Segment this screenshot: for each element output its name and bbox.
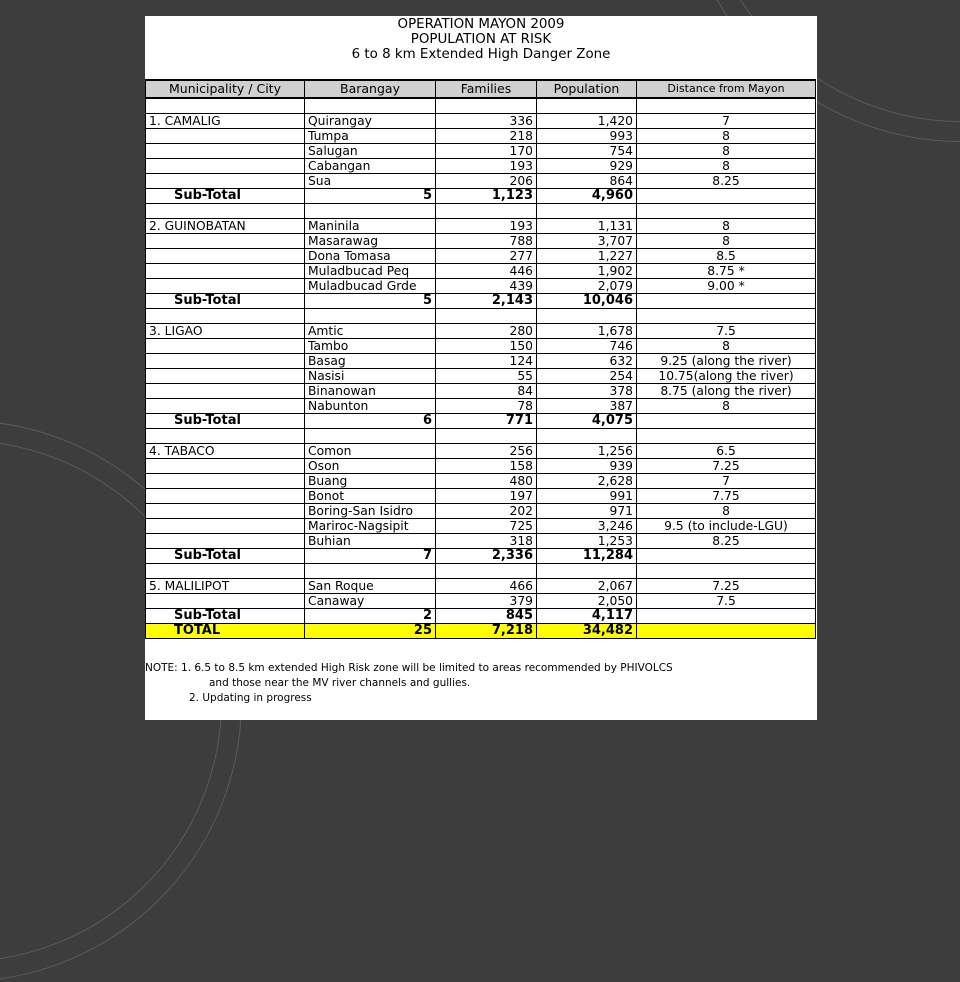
table-row bbox=[146, 159, 816, 174]
subtotal-label: Sub-Total bbox=[146, 609, 305, 624]
table-row bbox=[146, 174, 816, 189]
slide bbox=[145, 16, 817, 720]
table-row bbox=[146, 489, 816, 504]
header-municipality: Municipality / City bbox=[146, 80, 305, 98]
table-row bbox=[146, 219, 816, 234]
population-cell: 387 bbox=[537, 399, 637, 414]
municipality-name: 3. LIGAO bbox=[146, 324, 305, 339]
empty-cell bbox=[436, 309, 537, 324]
population-cell: 3,707 bbox=[537, 234, 637, 249]
subtotal-barangays: 6 bbox=[305, 414, 436, 429]
table-row bbox=[146, 114, 816, 129]
empty-cell bbox=[637, 309, 816, 324]
empty-cell bbox=[637, 609, 816, 624]
table-row bbox=[146, 519, 816, 534]
subtotal-families: 845 bbox=[436, 609, 537, 624]
barangay-cell: Muladbucad Grde bbox=[305, 279, 436, 294]
total-label: TOTAL bbox=[146, 624, 305, 639]
table-row bbox=[146, 144, 816, 159]
population-cell: 993 bbox=[537, 129, 637, 144]
notes bbox=[145, 661, 673, 706]
subtotal-population: 11,284 bbox=[537, 549, 637, 564]
population-cell: 2,628 bbox=[537, 474, 637, 489]
subtotal-barangays: 5 bbox=[305, 189, 436, 204]
barangay-cell: Sua bbox=[305, 174, 436, 189]
table-row bbox=[146, 339, 816, 354]
distance-cell: 8 bbox=[637, 504, 816, 519]
empty-cell bbox=[146, 159, 305, 174]
empty-cell bbox=[146, 144, 305, 159]
population-cell: 2,050 bbox=[537, 594, 637, 609]
barangay-cell: Tumpa bbox=[305, 129, 436, 144]
table-row bbox=[146, 249, 816, 264]
empty-cell bbox=[146, 204, 305, 219]
table-row bbox=[146, 384, 816, 399]
blank-row bbox=[146, 429, 816, 444]
blank-row bbox=[146, 204, 816, 219]
distance-cell: 8 bbox=[637, 339, 816, 354]
table-row bbox=[146, 459, 816, 474]
subtotal-families: 2,143 bbox=[436, 294, 537, 309]
distance-cell: 8.75 * bbox=[637, 264, 816, 279]
distance-cell: 7 bbox=[637, 474, 816, 489]
table-row bbox=[146, 474, 816, 489]
distance-cell: 9.5 (to include-LGU) bbox=[637, 519, 816, 534]
table-row bbox=[146, 594, 816, 609]
population-cell: 254 bbox=[537, 369, 637, 384]
population-cell: 1,227 bbox=[537, 249, 637, 264]
empty-cell bbox=[305, 204, 436, 219]
barangay-cell: Nabunton bbox=[305, 399, 436, 414]
municipality-name: 1. CAMALIG bbox=[146, 114, 305, 129]
distance-cell: 8 bbox=[637, 234, 816, 249]
distance-cell: 8 bbox=[637, 144, 816, 159]
barangay-cell: Binanowan bbox=[305, 384, 436, 399]
empty-cell bbox=[305, 429, 436, 444]
table-row bbox=[146, 129, 816, 144]
distance-cell: 8 bbox=[637, 219, 816, 234]
empty-cell bbox=[637, 414, 816, 429]
barangay-cell: Salugan bbox=[305, 144, 436, 159]
municipality-name: 2. GUINOBATAN bbox=[146, 219, 305, 234]
empty-cell bbox=[146, 534, 305, 549]
subtotal-row bbox=[146, 189, 816, 204]
barangay-cell: San Roque bbox=[305, 579, 436, 594]
blank-row bbox=[146, 564, 816, 579]
distance-cell: 7.25 bbox=[637, 459, 816, 474]
empty-cell bbox=[637, 564, 816, 579]
population-cell: 1,256 bbox=[537, 444, 637, 459]
barangay-cell: Buhian bbox=[305, 534, 436, 549]
table-row bbox=[146, 579, 816, 594]
note-2: 2. Updating in progress bbox=[189, 692, 312, 704]
distance-cell: 7.5 bbox=[637, 324, 816, 339]
barangay-cell: Mariroc-Nagsipit bbox=[305, 519, 436, 534]
barangay-cell: Quirangay bbox=[305, 114, 436, 129]
table-row bbox=[146, 534, 816, 549]
empty-cell bbox=[436, 98, 537, 114]
subtotal-families: 2,336 bbox=[436, 549, 537, 564]
distance-cell: 8.5 bbox=[637, 249, 816, 264]
distance-cell: 7.25 bbox=[637, 579, 816, 594]
empty-cell bbox=[146, 354, 305, 369]
empty-cell bbox=[637, 624, 816, 639]
subtotal-population: 4,117 bbox=[537, 609, 637, 624]
subtotal-families: 771 bbox=[436, 414, 537, 429]
empty-cell bbox=[436, 564, 537, 579]
families-cell: 218 bbox=[436, 129, 537, 144]
municipality-name: 4. TABACO bbox=[146, 444, 305, 459]
empty-cell bbox=[537, 98, 637, 114]
families-cell: 78 bbox=[436, 399, 537, 414]
families-cell: 277 bbox=[436, 249, 537, 264]
blank-row bbox=[146, 309, 816, 324]
distance-cell: 6.5 bbox=[637, 444, 816, 459]
families-cell: 480 bbox=[436, 474, 537, 489]
total-row bbox=[146, 624, 816, 639]
empty-cell bbox=[146, 234, 305, 249]
population-cell: 939 bbox=[537, 459, 637, 474]
distance-cell: 8.25 bbox=[637, 174, 816, 189]
note-1: NOTE: 1. 6.5 to 8.5 km extended High Risk zone will be limited to areas recommended by PHIVOLCS bbox=[145, 662, 673, 674]
municipality-name: 5. MALILIPOT bbox=[146, 579, 305, 594]
header-barangay: Barangay bbox=[305, 80, 436, 98]
empty-cell bbox=[637, 189, 816, 204]
population-cell: 971 bbox=[537, 504, 637, 519]
families-cell: 379 bbox=[436, 594, 537, 609]
empty-cell bbox=[146, 474, 305, 489]
empty-cell bbox=[146, 429, 305, 444]
population-cell: 1,678 bbox=[537, 324, 637, 339]
barangay-cell: Buang bbox=[305, 474, 436, 489]
empty-cell bbox=[537, 309, 637, 324]
empty-cell bbox=[146, 564, 305, 579]
empty-cell bbox=[146, 339, 305, 354]
empty-cell bbox=[537, 429, 637, 444]
subtotal-label: Sub-Total bbox=[146, 189, 305, 204]
empty-cell bbox=[436, 204, 537, 219]
empty-cell bbox=[146, 279, 305, 294]
subtotal-label: Sub-Total bbox=[146, 294, 305, 309]
empty-cell bbox=[146, 504, 305, 519]
families-cell: 206 bbox=[436, 174, 537, 189]
subtotal-row bbox=[146, 294, 816, 309]
population-cell: 378 bbox=[537, 384, 637, 399]
header-population: Population bbox=[537, 80, 637, 98]
empty-cell bbox=[637, 294, 816, 309]
header-families: Families bbox=[436, 80, 537, 98]
subtotal-row bbox=[146, 414, 816, 429]
families-cell: 170 bbox=[436, 144, 537, 159]
distance-cell: 7 bbox=[637, 114, 816, 129]
population-cell: 746 bbox=[537, 339, 637, 354]
empty-cell bbox=[637, 549, 816, 564]
distance-cell: 8 bbox=[637, 159, 816, 174]
distance-cell: 7.75 bbox=[637, 489, 816, 504]
table-row bbox=[146, 444, 816, 459]
empty-cell bbox=[146, 384, 305, 399]
subtotal-barangays: 5 bbox=[305, 294, 436, 309]
families-cell: 124 bbox=[436, 354, 537, 369]
empty-cell bbox=[146, 399, 305, 414]
population-cell: 864 bbox=[537, 174, 637, 189]
distance-cell: 8.75 (along the river) bbox=[637, 384, 816, 399]
empty-cell bbox=[146, 369, 305, 384]
barangay-cell: Muladbucad Peq bbox=[305, 264, 436, 279]
subtotal-label: Sub-Total bbox=[146, 549, 305, 564]
title-line-2: POPULATION AT RISK bbox=[410, 32, 552, 47]
table-row bbox=[146, 324, 816, 339]
empty-cell bbox=[305, 98, 436, 114]
barangay-cell: Basag bbox=[305, 354, 436, 369]
empty-cell bbox=[637, 204, 816, 219]
barangay-cell: Nasisi bbox=[305, 369, 436, 384]
header-distance: Distance from Mayon bbox=[637, 80, 816, 98]
total-barangays: 25 bbox=[305, 624, 436, 639]
population-cell: 632 bbox=[537, 354, 637, 369]
subtotal-barangays: 2 bbox=[305, 609, 436, 624]
distance-cell: 8 bbox=[637, 399, 816, 414]
table-row bbox=[146, 234, 816, 249]
barangay-cell: Boring-San Isidro bbox=[305, 504, 436, 519]
families-cell: 193 bbox=[436, 159, 537, 174]
table-header-row bbox=[146, 80, 816, 98]
families-cell: 84 bbox=[436, 384, 537, 399]
families-cell: 256 bbox=[436, 444, 537, 459]
families-cell: 193 bbox=[436, 219, 537, 234]
empty-cell bbox=[146, 249, 305, 264]
families-cell: 197 bbox=[436, 489, 537, 504]
population-cell: 1,420 bbox=[537, 114, 637, 129]
subtotal-label: Sub-Total bbox=[146, 414, 305, 429]
table-row bbox=[146, 399, 816, 414]
barangay-cell: Canaway bbox=[305, 594, 436, 609]
distance-cell: 9.25 (along the river) bbox=[637, 354, 816, 369]
distance-cell: 8 bbox=[637, 129, 816, 144]
families-cell: 439 bbox=[436, 279, 537, 294]
families-cell: 466 bbox=[436, 579, 537, 594]
subtotal-population: 10,046 bbox=[537, 294, 637, 309]
subtotal-population: 4,075 bbox=[537, 414, 637, 429]
barangay-cell: Oson bbox=[305, 459, 436, 474]
subtotal-families: 1,123 bbox=[436, 189, 537, 204]
total-families: 7,218 bbox=[436, 624, 537, 639]
barangay-cell: Amtic bbox=[305, 324, 436, 339]
families-cell: 336 bbox=[436, 114, 537, 129]
table-row bbox=[146, 279, 816, 294]
table-row bbox=[146, 354, 816, 369]
population-cell: 929 bbox=[537, 159, 637, 174]
families-cell: 202 bbox=[436, 504, 537, 519]
empty-cell bbox=[146, 459, 305, 474]
population-cell: 2,067 bbox=[537, 579, 637, 594]
empty-cell bbox=[436, 429, 537, 444]
empty-cell bbox=[637, 98, 816, 114]
note-1-continued: and those near the MV river channels and gullies. bbox=[209, 677, 471, 689]
empty-cell bbox=[305, 309, 436, 324]
title-line-1: OPERATION MAYON 2009 bbox=[397, 17, 565, 32]
families-cell: 318 bbox=[436, 534, 537, 549]
empty-cell bbox=[146, 519, 305, 534]
families-cell: 150 bbox=[436, 339, 537, 354]
population-table bbox=[145, 79, 816, 639]
population-cell: 1,131 bbox=[537, 219, 637, 234]
empty-cell bbox=[146, 309, 305, 324]
population-cell: 2,079 bbox=[537, 279, 637, 294]
empty-cell bbox=[537, 564, 637, 579]
table-row bbox=[146, 369, 816, 384]
subtotal-barangays: 7 bbox=[305, 549, 436, 564]
blank-row bbox=[146, 98, 816, 114]
population-cell: 1,902 bbox=[537, 264, 637, 279]
table-row bbox=[146, 264, 816, 279]
barangay-cell: Tambo bbox=[305, 339, 436, 354]
population-cell: 991 bbox=[537, 489, 637, 504]
empty-cell bbox=[146, 594, 305, 609]
empty-cell bbox=[146, 174, 305, 189]
distance-cell: 8.25 bbox=[637, 534, 816, 549]
distance-cell: 9.00 * bbox=[637, 279, 816, 294]
slide-title bbox=[145, 16, 817, 62]
empty-cell bbox=[146, 129, 305, 144]
population-cell: 754 bbox=[537, 144, 637, 159]
empty-cell bbox=[146, 98, 305, 114]
families-cell: 158 bbox=[436, 459, 537, 474]
empty-cell bbox=[146, 264, 305, 279]
barangay-cell: Masarawag bbox=[305, 234, 436, 249]
families-cell: 55 bbox=[436, 369, 537, 384]
subtotal-population: 4,960 bbox=[537, 189, 637, 204]
barangay-cell: Comon bbox=[305, 444, 436, 459]
barangay-cell: Dona Tomasa bbox=[305, 249, 436, 264]
title-line-3: 6 to 8 km Extended High Danger Zone bbox=[351, 47, 611, 62]
subtotal-row bbox=[146, 549, 816, 564]
total-population: 34,482 bbox=[537, 624, 637, 639]
empty-cell bbox=[305, 564, 436, 579]
empty-cell bbox=[146, 489, 305, 504]
families-cell: 788 bbox=[436, 234, 537, 249]
subtotal-row bbox=[146, 609, 816, 624]
barangay-cell: Bonot bbox=[305, 489, 436, 504]
barangay-cell: Maninila bbox=[305, 219, 436, 234]
distance-cell: 7.5 bbox=[637, 594, 816, 609]
families-cell: 725 bbox=[436, 519, 537, 534]
table-row bbox=[146, 504, 816, 519]
families-cell: 446 bbox=[436, 264, 537, 279]
families-cell: 280 bbox=[436, 324, 537, 339]
empty-cell bbox=[637, 429, 816, 444]
empty-cell bbox=[537, 204, 637, 219]
population-cell: 1,253 bbox=[537, 534, 637, 549]
distance-cell: 10.75(along the river) bbox=[637, 369, 816, 384]
barangay-cell: Cabangan bbox=[305, 159, 436, 174]
population-cell: 3,246 bbox=[537, 519, 637, 534]
